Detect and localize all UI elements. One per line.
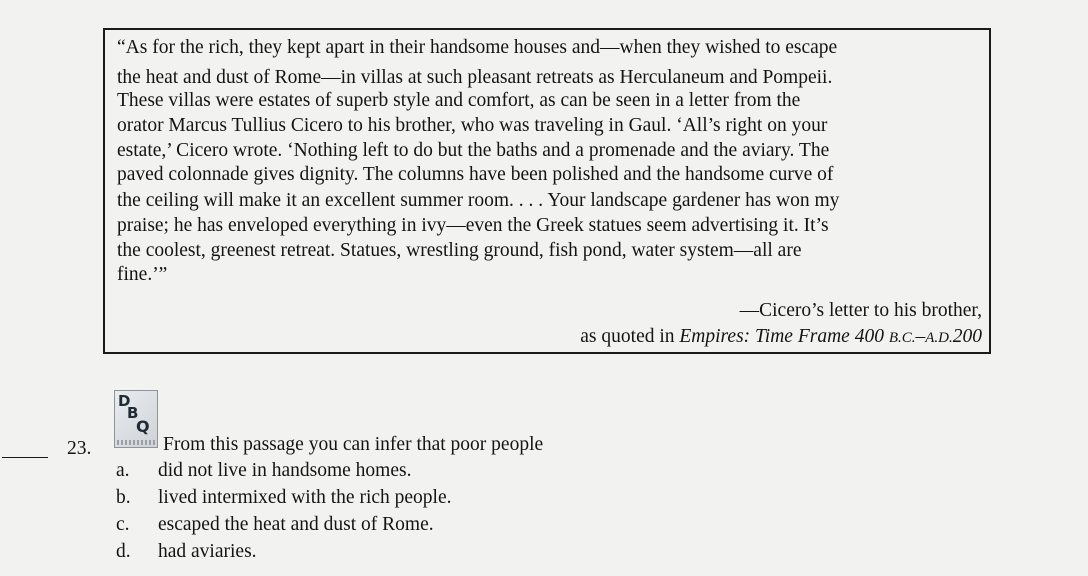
attribution-year: 200 (952, 326, 982, 347)
dbq-letter-d: D (118, 392, 131, 410)
option-letter-d: d. (116, 541, 131, 562)
option-letter-c: c. (116, 514, 130, 535)
passage-line: the coolest, greenest retreat. Statues, wrestling ground, fish pond, water system—all are (117, 240, 802, 261)
passage-line: These villas were estates of superb style and comfort, as can be seen in a letter from the (117, 90, 801, 111)
answer-blank[interactable] (2, 457, 48, 458)
option-letter-a: a. (116, 460, 130, 481)
dbq-letter-b: B (127, 404, 139, 422)
option-text-b: lived intermixed with the rich people. (158, 487, 452, 508)
passage-line: “As for the rich, they kept apart in their handsome houses and—when they wished to escape (117, 37, 838, 58)
quote-box (103, 28, 991, 354)
attribution-source (580, 326, 982, 349)
dbq-icon (114, 390, 158, 448)
option-text-c: escaped the heat and dust of Rome. (158, 514, 434, 535)
attribution-book-title: Empires: Time Frame 400 (679, 326, 889, 347)
attribution-ad: A.D. (925, 330, 953, 346)
option-text-a: did not live in handsome homes. (158, 460, 412, 481)
passage-line: praise; he has enveloped everything in ivy—even the Greek statues seem advertising it. It’s (117, 215, 829, 236)
passage-line: paved colonnade gives dignity. The columns have been polished and the handsome curve of (117, 164, 834, 185)
passage-line: estate,’ Cicero wrote. ‘Nothing left to do but the baths and a promenade and the aviary. The (117, 140, 830, 161)
option-text-d: had aviaries. (158, 541, 257, 562)
dbq-letter-q: Q (136, 417, 150, 436)
option-letter-b: b. (116, 487, 131, 508)
attribution-bc: B.C. (888, 330, 916, 346)
passage-line: orator Marcus Tullius Cicero to his brother, who was traveling in Gaul. ‘All’s right on your (117, 115, 828, 136)
question-text: From this passage you can infer that poor people (163, 434, 544, 455)
passage-line: fine.’” (117, 264, 168, 285)
question-number: 23. (67, 438, 92, 459)
attribution-dash: – (915, 326, 926, 347)
attribution-prefix: as quoted in (580, 326, 680, 347)
attribution-line: —Cicero’s letter to his brother, (739, 300, 982, 321)
passage-line: the ceiling will make it an excellent summer room. . . . Your landscape gardener has won my (117, 190, 840, 211)
passage-line: the heat and dust of Rome—in villas at such pleasant retreats as Herculaneum and Pompeii. (117, 67, 833, 88)
